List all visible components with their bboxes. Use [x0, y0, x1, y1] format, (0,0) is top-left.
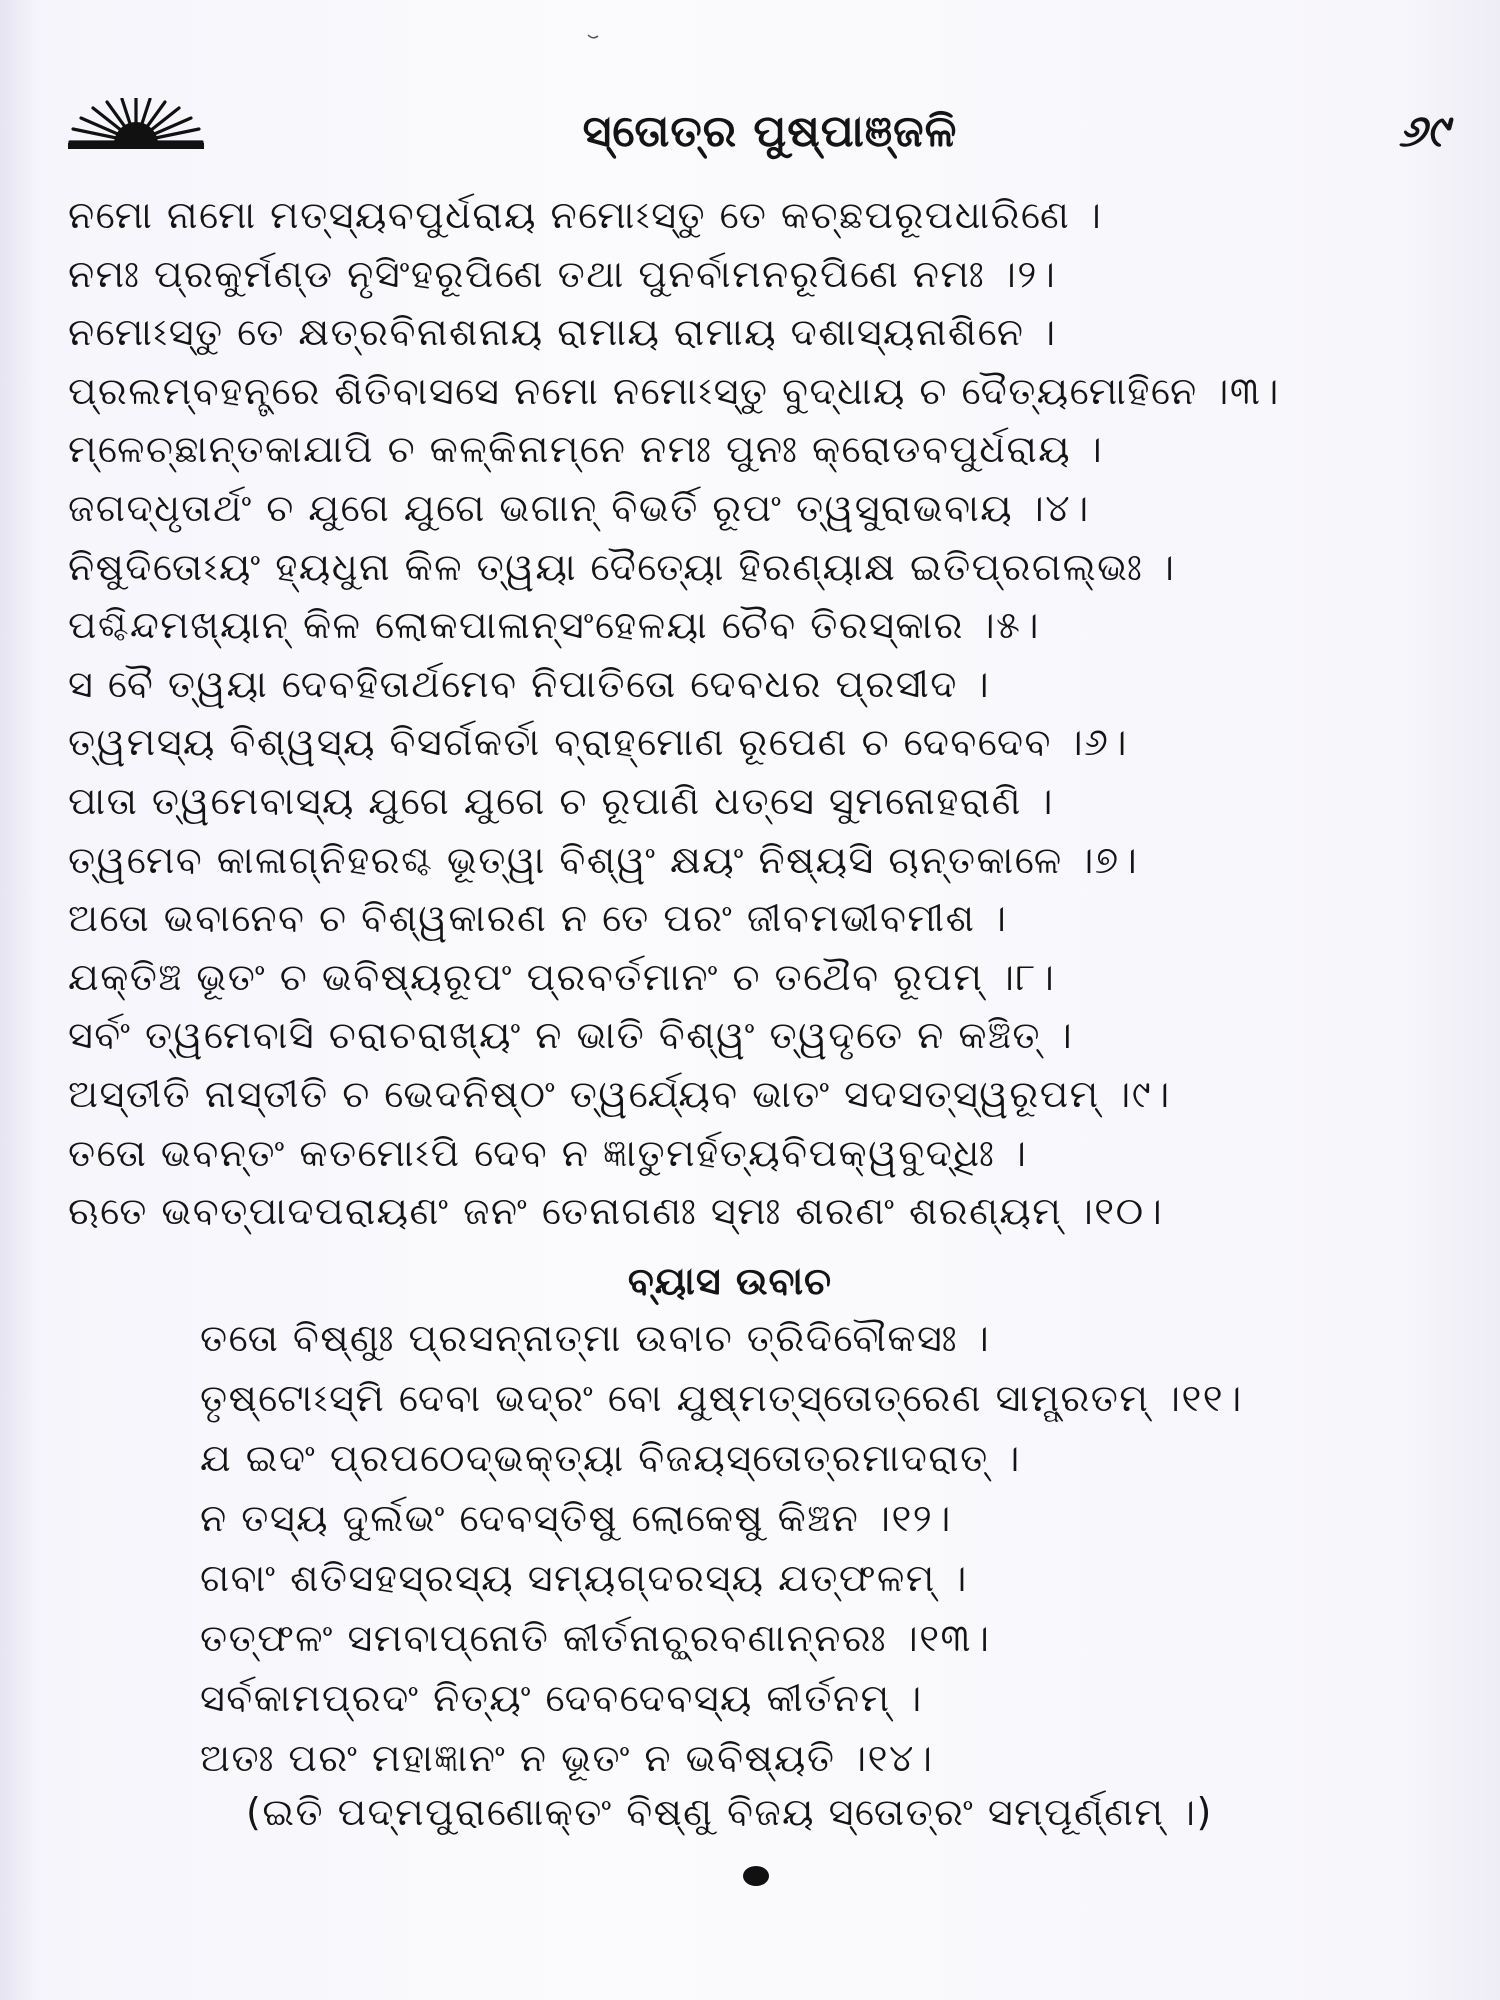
verse-line: ତତୋ ଭବନ୍ତଂ କତମୋଽପି ଦେବ ନ ଜ୍ଞାତୁମର୍ହତ୍ୟବିପକ୍ୱବୁଦ୍ଧିଃ । [68, 1130, 1028, 1175]
reply-line: ଯ ଇଦଂ ପ୍ରପଠେଦ୍‌ଭକ୍ତ୍ୟା ବିଜୟସ୍ତୋତ୍ରମାଦରାତ୍ । [200, 1436, 1021, 1480]
verse-line: ଯକ୍ତିଞ୍ଚ ଭୂତଂ ଚ ଭବିଷ୍ୟରୂପଂ ପ୍ରବର୍ତମାନଂ ଚ ତଥୈବ ରୂପମ୍ ।୮। [68, 954, 1056, 999]
verse-line: ପାତା ତ୍ୱମେବାସ୍ୟ ଯୁଗେ ଯୁଗେ ଚ ରୂପାଣି ଧତ୍ସେ ସୁମନୋହରାଣି । [68, 778, 1054, 823]
colophon: (ଇତି ପଦ୍ମପୁରାଣୋକ୍ତଂ ବିଷ୍ଣୁ ବିଜୟ ସ୍ତୋତ୍ରଂ ସମ୍ପୂର୍ଣ୍ଣମ୍ ।) [246, 1790, 1213, 1834]
reply-line: ତତ୍‌ଫଳଂ ସମବାପ୍ନୋତି କୀର୍ତନାଚ୍ଛ୍ରବଣାନ୍ନରଃ ।୧୩। [200, 1616, 991, 1660]
running-title: ସ୍ତୋତ୍ର ପୁଷ୍ପାଞ୍ଜଳି [582, 106, 958, 157]
verse-line: ଅତୋ ଭବାନେବ ଚ ବିଶ୍ୱକାରଣ ନ ତେ ପରଂ ଜୀବମଭୀବମୀଶ । [68, 896, 1008, 941]
page-number: ୬୯ [1398, 106, 1448, 157]
reply-line: ଗବାଂ ଶତିସହସ୍ରସ୍ୟ ସମ୍ୟଗ୍‌ଦରସ୍ୟ ଯତ୍‌ଫଳମ୍ । [200, 1556, 968, 1600]
verse-line: ତ୍ୱମସ୍ୟ ବିଶ୍ୱସ୍ୟ ବିସର୍ଗକର୍ତା ବ୍ରାହ୍ମୋଣ ରୂପେଣ ଚ ଦେବଦେବ ।୬। [68, 720, 1129, 765]
verse-line: ନିଷୁଦିତୋଽୟଂ ହ୍ୟଧୁନା କିଳ ତ୍ୱୟା ଦୈତ୍ୟୋ ହିରଣ୍ୟାକ୍ଷ ଇତିପ୍ରଗଲ୍ଭଃ । [68, 544, 1176, 589]
verse-line: ଋତେ ଭବତ୍ପାଦପରାୟଣଂ ଜନଂ ତେନାଗଣଃ ସ୍ମଃ ଶରଣଂ ଶରଣ୍ୟମ୍ ।୧୦। [68, 1189, 1164, 1234]
verse-line: ପଶ୍ଚିନ୍ଦମଖ୍ୟାନ୍ କିଳ ଲୋକପାଳାନ୍‌ସଂହେଳୟା ଚୈବ ତିରସ୍କାର ।୫। [68, 603, 1040, 648]
verse-line: ନମୋଽସ୍ତୁ ତେ କ୍ଷତ୍ରବିନାଶନାୟ ରାମାୟ ରାମାୟ ଦଶାସ୍ୟନାଶିନେ । [68, 310, 1057, 355]
verse-line: ପ୍ରଲମ୍ବହନ୍ତ୍ରେ ଶିତିବାସସେ ନମୋ ନମୋଽସ୍ତୁ ବୁଦ୍ଧାୟ ଚ ଦୈତ୍ୟମୋହିନେ ।୩। [68, 368, 1280, 413]
verse-line: ତ୍ୱମେବ କାଳାଗ୍ନିହରଶ୍ଚ ଭୂତ୍ୱା ବିଶ୍ୱଂ କ୍ଷୟଂ ନିଷ୍ୟସି ଚାନ୍ତକାଳେ ।୭। [68, 837, 1139, 882]
ink-speck [587, 34, 599, 40]
verse-line: ଜଗଦ୍ଧୃତାର୍ଥଂ ଚ ଯୁଗେ ଯୁଗେ ଭଗାନ୍ ବିଭର୍ତି ରୂପଂ ତ୍ୱସୁରାଭବାୟ ।୪। [68, 485, 1090, 530]
verse-line: ନମଃ ପ୍ରକୁର୍ମଣ୍ଡ ନୃସିଂହରୂପିଣେ ତଥା ପୁନର୍ବାମନରୂପିଣେ ନମଃ ।୨। [68, 251, 1057, 296]
verse-block [68, 186, 1448, 1241]
reply-line: ଅତଃ ପରଂ ମହାଜ୍ଞାନଂ ନ ଭୂତଂ ନ ଭବିଷ୍ୟତି ।୧୪। [200, 1736, 934, 1780]
section-heading: ବ୍ୟାସ ଉବାଚ [627, 1259, 833, 1303]
rising-sun-ornament-icon [66, 98, 206, 150]
reply-line: ସର୍ବକାମପ୍ରଦଂ ନିତ୍ୟଂ ଦେବଦେବସ୍ୟ କୀର୍ତନମ୍ । [200, 1676, 923, 1720]
verse-line: ନମୋ ନାମୋ ମତ୍ସ୍ୟବପୁର୍ଧରାୟ ନମୋଽସ୍ତୁ ତେ କଚ୍ଛପରୂପଧାରିଣେ । [68, 193, 1103, 237]
reply-block [200, 1308, 1400, 1788]
reply-line: ତତୋ ବିଷ୍ଣୁଃ ପ୍ରସନ୍ନାତ୍ମା ଉବାଚ ତ୍ରିଦିବୌକସଃ । [200, 1316, 991, 1360]
reply-line: ତୃଷ୍ଟୋଽସ୍ମି ଦେବା ଭଦ୍ରଂ ବୋ ଯୁଷ୍ମତ୍‌ସ୍ତୋତ୍ରେଣ ସାମ୍ପ୍ରତମ୍ ।୧୧। [200, 1376, 1243, 1420]
verse-line: ମ୍ଳେଚ୍ଛାନ୍ତକାଯାପି ଚ କଳ୍କିନାମ୍ନେ ନମଃ ପୁନଃ କ୍ରୋଡବପୁର୍ଧରାୟ । [68, 427, 1104, 472]
reply-line: ନ ତସ୍ୟ ଦୁର୍ଲଭଂ ଦେବସ୍ତିଷୁ ଲୋକେଷୁ କିଞ୍ଚନ ।୧୨। [200, 1496, 952, 1540]
verse-line: ସ ବୈ ତ୍ୱୟା ଦେବହିତାର୍ଥମେବ ନିପାତିତୋ ଦେବଧର ପ୍ରସୀଦ । [68, 661, 991, 706]
verse-line: ଅସ୍ତୀତି ନାସ୍ତୀତି ଚ ଭେଦନିଷ୍ଠଂ ତ୍ୱର୍ଯ୍ୟେବ ଭାତଂ ସଦସତ୍‌ସ୍ୱରୂପମ୍ ।୯। [68, 1071, 1171, 1116]
end-dot [743, 1866, 769, 1886]
verse-line: ସର୍ବଂ ତ୍ୱମେବାସି ଚରାଚରାଖ୍ୟଂ ନ ଭାତି ବିଶ୍ୱଂ ତ୍ୱଦୃତେ ନ କଞ୍ଚିତ୍ । [68, 1013, 1074, 1058]
